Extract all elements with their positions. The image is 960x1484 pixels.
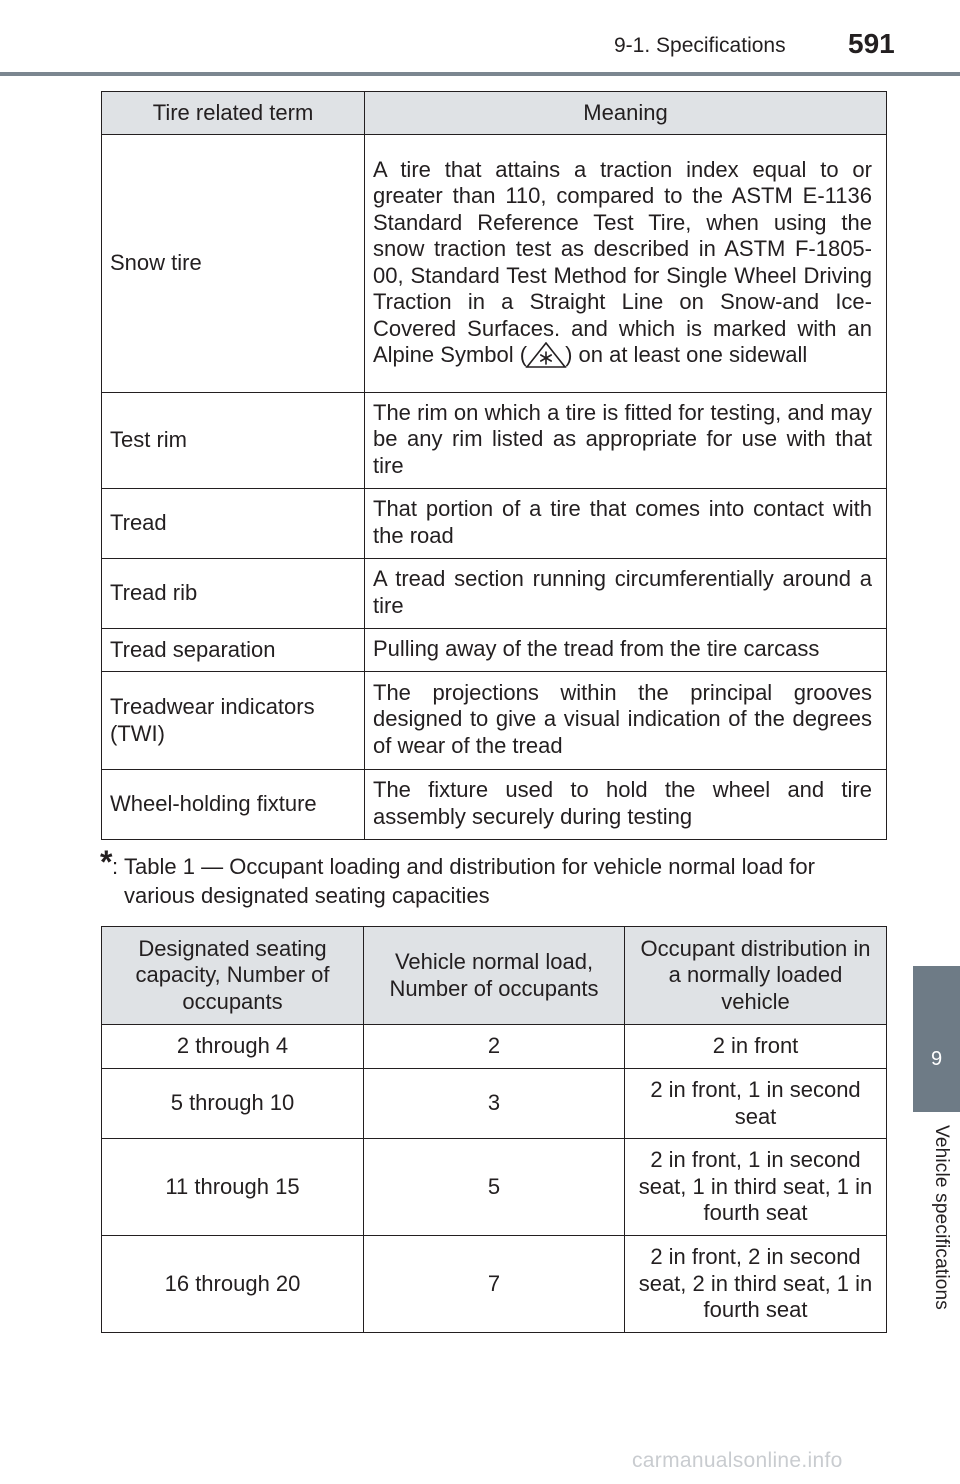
seating-capacity-cell: 2 through 4: [102, 1025, 364, 1069]
chapter-tab[interactable]: [913, 966, 960, 1112]
table-row: [102, 1025, 887, 1069]
column-header-meaning: Meaning: [365, 92, 887, 135]
footnote-asterisk: *: [100, 844, 113, 880]
meaning-cell: Pulling away of the tread from the tire carcass: [365, 629, 887, 672]
meaning-cell: A tread section running circumferentially around a tire: [365, 559, 887, 629]
occupant-loading-table: [101, 926, 887, 1333]
table-row: [102, 393, 887, 489]
term-cell: Test rim: [102, 393, 365, 489]
column-header-normal-load: Vehicle normal load, Number of occupants: [364, 927, 625, 1025]
term-cell: Treadwear indicators (TWI): [102, 672, 365, 770]
tire-terms-table: [101, 91, 887, 840]
page-number: 591: [848, 28, 895, 59]
table-row: [102, 559, 887, 629]
normal-load-cell: 5: [364, 1139, 625, 1236]
distribution-cell: 2 in front: [625, 1025, 887, 1069]
alpine-snowflake-mountain-icon: [525, 342, 567, 368]
footnote-colon: :: [112, 854, 119, 879]
distribution-cell: 2 in front, 2 in second seat, 2 in third seat, 1 in fourth seat: [625, 1236, 887, 1333]
term-cell: Tread rib: [102, 559, 365, 629]
table-row: [102, 1139, 887, 1236]
table-row: [102, 489, 887, 559]
column-header-seating-capacity: Designated seating capacity, Number of occupants: [102, 927, 364, 1025]
meaning-cell: The projections within the principal grooves designed to give a visual indication of the degrees of wear of the tread: [365, 672, 887, 770]
table-row: [102, 1069, 887, 1139]
term-cell: Tread: [102, 489, 365, 559]
table-row: [102, 770, 887, 840]
seating-capacity-cell: 11 through 15: [102, 1139, 364, 1236]
distribution-cell: 2 in front, 1 in second seat, 1 in third seat, 1 in fourth seat: [625, 1139, 887, 1236]
footnote-dash: —: [201, 854, 224, 879]
watermark: carmanualsonline.info: [632, 1449, 843, 1472]
table-row: [102, 629, 887, 672]
column-header-term: Tire related term: [102, 92, 365, 135]
column-header-occupant-distribution: Occupant distribution in a normally loaded vehicle: [625, 927, 887, 1025]
meaning-text-end: ) on at least one sidewall: [565, 342, 808, 367]
meaning-text: A tire that attains a traction index equal to or greater than 110, compared to the ASTM E-1136 Standard Reference Test Tire, when using the snow traction test as described in ASTM F-1805-00, Standard Test Method for Single Wheel Driving Traction in a Straight Line on Snow-and Ice-Covered Surfaces. and which is marked with an Alpine Symbol (: [373, 156, 872, 367]
footnote-table-ref: Table 1: [124, 854, 195, 879]
table-header-row: [102, 927, 887, 1025]
normal-load-cell: 2: [364, 1025, 625, 1069]
normal-load-cell: 3: [364, 1069, 625, 1139]
normal-load-cell: 7: [364, 1236, 625, 1333]
footnote-text: Occupant loading and distribution for vehicle normal load for various designated seating capacities: [124, 854, 815, 908]
term-cell: Tread separation: [102, 629, 365, 672]
section-title: 9-1. Specifications: [614, 34, 786, 57]
table-footnote: [100, 844, 890, 910]
seating-capacity-cell: 16 through 20: [102, 1236, 364, 1333]
meaning-cell: The fixture used to hold the wheel and tire assembly securely during testing: [365, 770, 887, 840]
page-header: [0, 0, 960, 78]
term-cell: Wheel-holding fixture: [102, 770, 365, 840]
table-row: [102, 1236, 887, 1333]
table-header-row: [102, 92, 887, 135]
footnote-text-block: [100, 852, 890, 910]
header-divider: [0, 72, 960, 76]
chapter-number: 9: [930, 1048, 943, 1070]
chapter-label: Vehicle specifications: [931, 1125, 952, 1311]
table-row: [102, 672, 887, 770]
term-cell: Snow tire: [102, 135, 365, 393]
distribution-cell: 2 in front, 1 in second seat: [625, 1069, 887, 1139]
meaning-cell: [365, 135, 887, 393]
seating-capacity-cell: 5 through 10: [102, 1069, 364, 1139]
meaning-cell: That portion of a tire that comes into contact with the road: [365, 489, 887, 559]
table-row: [102, 135, 887, 393]
meaning-cell: The rim on which a tire is fitted for testing, and may be any rim listed as appropriate for use with that tire: [365, 393, 887, 489]
